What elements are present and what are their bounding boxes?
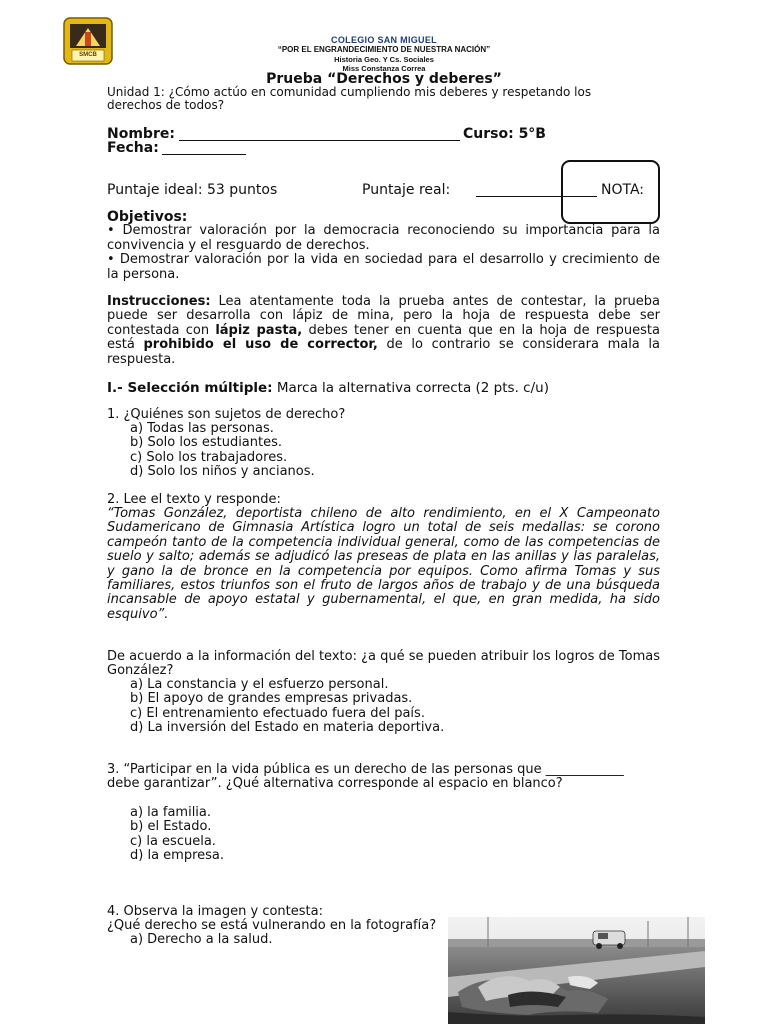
question-4-options [130,933,273,947]
school-name: COLEGIO SAN MIGUEL [331,35,437,45]
subject-name: Historia Geo. Y Cs. Sociales [334,55,434,64]
q2-option-a[interactable]: a) La constancia y el esfuerzo personal. [130,677,389,692]
q4-option-a[interactable]: a) Derecho a la salud. [130,932,273,947]
puntaje-ideal: Puntaje ideal: 53 puntos [107,182,278,198]
nombre-field[interactable] [179,140,460,141]
q1-option-c[interactable]: c) Solo los trabajadores. [130,449,288,465]
question-4: ¿Qué derecho se está vulnerando en la fotografía? [107,918,437,933]
instructions-text-2: debes tener en cuenta que en la hoja de respuesta está [107,322,660,353]
fecha-label: Fecha: [107,140,159,156]
q2-option-b[interactable]: b) El apoyo de grandes empresas privadas. [130,691,413,707]
question-2-quote: “Tomas González, deportista chileno de alto rendimiento, en el X Campeonato Sudamericano de Gimnasia Artística logro un total de seis medallas: se corono campeón tanto de la competencia individual general, como de las competencias de suelo y salto; además se adjudicó las preseas de plata en las anillas y las paralelas, y gano la de bronce en la competencia por equipos. Como afirma Tomas y sus familiares, estos triunfos son el fruto de largos años de trabajo y de una búsqueda incansable de apoyo estatal y gubernamental, el que, en gran medida, ha sido esquivo”. [107,506,660,622]
q3-option-c[interactable]: c) la escuela. [130,833,216,849]
q2-option-c[interactable]: c) El entrenamiento efectuado fuera del país. [130,705,425,721]
logo-text: SMCB [79,52,97,58]
q1-option-a[interactable]: a) Todas las personas. [130,421,274,436]
nota-label: NOTA: [601,182,645,198]
question-2-options [130,678,444,736]
question-1: 1. ¿Quiénes son sujetos de derecho? [107,407,346,422]
q3-option-d[interactable]: d) la empresa. [130,848,225,864]
instructions-text-3: de lo contrario se considerara mala la respuesta. [107,337,660,367]
section-1-label: I.- Selección múltiple: [107,380,273,396]
instructions-label: Instrucciones: [107,294,211,309]
q1-option-b[interactable]: b) Solo los estudiantes. [130,435,283,451]
objectives-heading: Objetivos: [107,209,188,225]
instructions-block [107,295,660,367]
instructions-text-1: Lea atentamente toda la prueba antes de contestar, la prueba puede ser desarrolla con lápiz de mina, pero la hoja de respuesta debe ser contestada con [107,294,660,338]
objectives-block [107,210,660,282]
instructions-bold-2: prohibido el uso de corrector, [143,337,378,353]
question-3: 3. “Participar en la vida pública es un derecho de las personas que ____________ debe garantizar”. ¿Qué alternativa corresponde al espacio en blanco? [107,762,624,792]
question-2-prompt: De acuerdo a la información del texto: ¿a qué se pueden atribuir los logros de Tomas González? [107,649,660,679]
q3-option-a[interactable]: a) la familia. [130,805,212,820]
objective-1: • Demostrar valoración por la democracia reconociendo su importancia para la convivencia y el resguardo de derechos. [107,223,660,253]
teacher-name: Miss Constanza Correa [342,64,426,73]
curso-label: Curso: 5°B [463,126,546,142]
exam-title: Prueba “Derechos y deberes” [266,71,502,87]
question-1-options [130,422,315,480]
fecha-field[interactable] [162,154,246,155]
q1-option-d[interactable]: d) Solo los niños y ancianos. [130,464,315,480]
question-3-options [130,806,224,864]
section-1-text: Marca la alternativa correcta (2 pts. c/u) [272,380,549,396]
section-1-heading [107,381,660,395]
road-debris-photo [448,917,705,1024]
unit-description: Unidad 1: ¿Cómo actúo en comunidad cumpliendo mis deberes y respetando los derechos de todos? [107,85,592,112]
nombre-label: Nombre: [107,126,175,142]
q2-option-d[interactable]: d) La inversión del Estado en materia deportiva. [130,720,445,736]
objective-2: • Demostrar valoración por la vida en sociedad para el desarrollo y crecimiento de la persona. [107,252,660,282]
puntaje-real-label: Puntaje real: [362,182,451,198]
question-2: 2. Lee el texto y responde: [107,492,281,507]
question-4-intro: 4. Observa la imagen y contesta: [107,904,323,919]
school-motto: “POR EL ENGRANDECIMIENTO DE NUESTRA NACIÓN” [277,45,491,54]
instructions-bold-1: lápiz pasta, [215,322,303,338]
q3-option-b[interactable]: b) el Estado. [130,819,212,835]
